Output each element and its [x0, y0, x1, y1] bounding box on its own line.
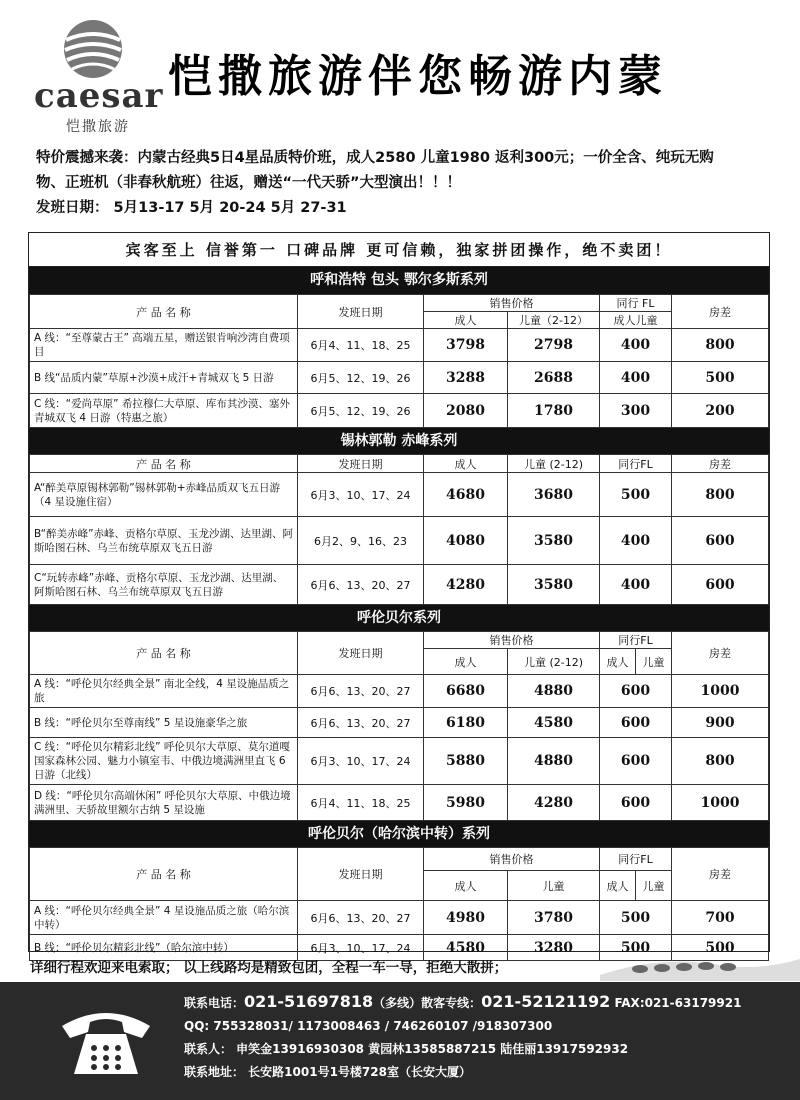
header-peer-child: 儿童: [636, 871, 672, 901]
product-name: A 线：“至尊蒙古王” 高端五星，赠送银肯响沙湾自费项目: [30, 329, 298, 362]
header-product: 产 品 名 称: [30, 295, 298, 329]
header-adult: 成人: [424, 649, 508, 675]
header-peer-child: 儿童: [636, 649, 672, 675]
child-price: 3680: [508, 473, 600, 517]
header-product: 产 品 名 称: [30, 848, 298, 901]
contact-people: 联系人： 申笑金13916930308 黄园林13585887215 陆佳丽13917592932: [184, 1042, 629, 1056]
price-table: [29, 631, 769, 821]
header-child: 儿童 (2-12): [508, 649, 600, 675]
contact-footer: [0, 982, 800, 1100]
peer-fl: 500: [600, 901, 672, 935]
header-room: 房差: [672, 295, 769, 329]
depart-date: 6月6、13、20、27: [298, 565, 424, 605]
child-price: 3580: [508, 517, 600, 565]
price-board: [28, 232, 770, 956]
caesar-logo: [26, 18, 164, 135]
section-title: 呼伦贝尔（哈尔滨中转）系列: [29, 821, 769, 847]
header-date: 发班日期: [298, 295, 424, 329]
globe-icon: [62, 18, 124, 80]
sanke-phone: 021-52121192: [481, 992, 611, 1011]
header-adult: 成人: [424, 871, 508, 901]
adult-price: 3798: [424, 329, 508, 362]
header-product: 产 品 名 称: [30, 455, 298, 473]
depart-date: 6月5、12、19、26: [298, 394, 424, 428]
child-price: 2688: [508, 362, 600, 394]
header-child: 儿童 (2-12): [508, 455, 600, 473]
section-title: 呼伦贝尔系列: [29, 605, 769, 631]
header-peer: 同行 FL: [600, 295, 672, 312]
peer-fl: 600: [600, 785, 672, 821]
depart-date: 6月3、10、17、24: [298, 935, 424, 961]
price-table: [29, 294, 769, 428]
table-row: [30, 708, 769, 738]
peer-fl: 600: [600, 738, 672, 785]
product-name: C“玩转赤峰”赤峰、贡格尔草原、玉龙沙湖、达里湖、阿斯哈图石林、乌兰布统草原双飞五日游: [30, 565, 298, 605]
adult-price: 5880: [424, 738, 508, 785]
child-price: 3580: [508, 565, 600, 605]
table-row: [30, 785, 769, 821]
room-diff: 200: [672, 394, 769, 428]
peer-fl: 400: [600, 362, 672, 394]
adult-price: 4280: [424, 565, 508, 605]
peer-fl: 500: [600, 473, 672, 517]
table-row: [30, 675, 769, 708]
fax: FAX:021-63179921: [614, 996, 742, 1010]
product-name: B 线：“呼伦贝尔精彩北线”（哈尔滨中转）: [30, 935, 298, 961]
room-diff: 800: [672, 473, 769, 517]
peer-fl: 600: [600, 708, 672, 738]
product-name: A 线：“呼伦贝尔经典全景” 南北全线，4 星设施品质之旅: [30, 675, 298, 708]
depart-date: 6月4、11、18、25: [298, 785, 424, 821]
peer-fl: 300: [600, 394, 672, 428]
header-peer-adult: 成人: [600, 871, 636, 901]
header-adult-child: 成人儿童: [600, 312, 672, 329]
room-diff: 900: [672, 708, 769, 738]
header-adult: 成人: [424, 455, 508, 473]
contact-address: 联系地址： 长安路1001号1号楼728室（长安大厦）: [184, 1065, 471, 1079]
qq-line: QQ: 755328031/ 1173008463 / 746260107 /918307300: [184, 1019, 553, 1033]
table-row: [30, 517, 769, 565]
adult-price: 4980: [424, 901, 508, 935]
product-name: B 线“品质内蒙”草原+沙漠+成汗+青城双飞 5 日游: [30, 362, 298, 394]
camel-caravan-illustration: [600, 935, 800, 981]
brand-name-en: caesar: [34, 76, 164, 116]
room-diff: 600: [672, 517, 769, 565]
header: [0, 0, 800, 140]
room-diff: 1000: [672, 785, 769, 821]
promo-dates: 发班日期： 5月13-17 5月 20-24 5月 27-31: [36, 200, 347, 216]
room-diff: 1000: [672, 675, 769, 708]
table-row: [30, 362, 769, 394]
depart-date: 6月4、11、18、25: [298, 329, 424, 362]
room-diff: 800: [672, 329, 769, 362]
product-name: A 线：“呼伦贝尔经典全景” 4 星设施品质之旅（哈尔滨中转）: [30, 901, 298, 935]
slogan: 宾客至上 信誉第一 口碑品牌 更可信赖，独家拼团操作，绝不卖团！: [29, 233, 769, 267]
child-price: 4580: [508, 708, 600, 738]
telephone-icon: [56, 1004, 156, 1082]
header-price: 销售价格: [424, 848, 600, 871]
header-product: 产 品 名 称: [30, 632, 298, 675]
adult-price: 4680: [424, 473, 508, 517]
room-diff: 500: [672, 362, 769, 394]
header-peer: 同行FL: [600, 848, 672, 871]
product-name: B“醉美赤峰”赤峰、贡格尔草原、玉龙沙湖、达里湖、阿斯哈图石林、乌兰布统草原双飞五日游: [30, 517, 298, 565]
section-title: 锡林郭勒 赤峰系列: [29, 428, 769, 454]
peer-fl: 400: [600, 329, 672, 362]
phone-line: [184, 990, 741, 1015]
promo-line: 物、正班机（非春秋航班）往返，赠送“一代天骄”大型演出！！！: [36, 175, 462, 191]
depart-date: 6月6、13、20、27: [298, 675, 424, 708]
depart-date: 6月2、9、16、23: [298, 517, 424, 565]
header-peer-adult: 成人: [600, 649, 636, 675]
contact-info: [184, 990, 741, 1084]
child-price: 4880: [508, 675, 600, 708]
header-room: 房差: [672, 632, 769, 675]
depart-date: 6月5、12、19、26: [298, 362, 424, 394]
product-name: B 线：“呼伦贝尔至尊南线” 5 星设施豪华之旅: [30, 708, 298, 738]
depart-date: 6月3、10、17、24: [298, 738, 424, 785]
phone-label: 联系电话：: [184, 996, 245, 1010]
adult-price: 2080: [424, 394, 508, 428]
section-title: 呼和浩特 包头 鄂尔多斯系列: [29, 267, 769, 294]
peer-fl: 400: [600, 565, 672, 605]
header-child: 儿童（2-12）: [508, 312, 600, 329]
brand-name-cn: 恺撒旅游: [66, 119, 130, 135]
table-row: [30, 394, 769, 428]
depart-date: 6月3、10、17、24: [298, 473, 424, 517]
product-name: D 线：“呼伦贝尔高端休闲” 呼伦贝尔大草原、中俄边境满洲里、天骄故里额尔古纳 5 星设施: [30, 785, 298, 821]
header-date: 发班日期: [298, 455, 424, 473]
adult-price: 5980: [424, 785, 508, 821]
product-name: A“醉美草原锡林郭勒”锡林郭勒+赤峰品质双飞五日游（4 星设施住宿）: [30, 473, 298, 517]
child-price: 1780: [508, 394, 600, 428]
adult-price: 4080: [424, 517, 508, 565]
depart-date: 6月6、13、20、27: [298, 901, 424, 935]
itinerary-note: 详细行程欢迎来电索取； 以上线路均是精致包团，全程一车一导，拒绝大散拼；: [30, 960, 508, 976]
header-peer: 同行FL: [600, 455, 672, 473]
header-child: 儿童: [508, 871, 600, 901]
adult-price: 4580: [424, 935, 508, 961]
table-row: [30, 329, 769, 362]
table-row: [30, 473, 769, 517]
room-diff: 800: [672, 738, 769, 785]
product-name: C 线：“爱尚草原” 希拉穆仁大草原、库布其沙漠、塞外青城双飞 4 日游（特惠之旅）: [30, 394, 298, 428]
adult-price: 6680: [424, 675, 508, 708]
depart-date: 6月6、13、20、27: [298, 708, 424, 738]
child-price: 3780: [508, 901, 600, 935]
table-row: [30, 738, 769, 785]
peer-fl: 500: [600, 935, 672, 961]
sanke-label: 散客专线：: [421, 996, 482, 1010]
page-title: 恺撒旅游伴您畅游内蒙: [168, 51, 668, 102]
child-price: 4880: [508, 738, 600, 785]
header-date: 发班日期: [298, 632, 424, 675]
price-table: [29, 454, 769, 605]
phone-number: 021-51697818: [244, 992, 374, 1011]
adult-price: 3288: [424, 362, 508, 394]
promo-text: [36, 146, 776, 221]
table-row: [30, 901, 769, 935]
child-price: 3280: [508, 935, 600, 961]
child-price: 2798: [508, 329, 600, 362]
header-price: 销售价格: [424, 632, 600, 649]
phone-lines: （多线）: [373, 996, 422, 1010]
room-diff: 600: [672, 565, 769, 605]
header-price: 销售价格: [424, 295, 600, 312]
adult-price: 6180: [424, 708, 508, 738]
header-room: 房差: [672, 848, 769, 901]
header-peer: 同行FL: [600, 632, 672, 649]
table-row: [30, 565, 769, 605]
room-diff: 700: [672, 901, 769, 935]
product-name: C 线：“呼伦贝尔精彩北线” 呼伦贝尔大草原、莫尔道嘎国家森林公园、魅力小镇室韦、中俄边境满洲里直飞 6 日游（北线）: [30, 738, 298, 785]
header-room: 房差: [672, 455, 769, 473]
header-adult: 成人: [424, 312, 508, 329]
child-price: 4280: [508, 785, 600, 821]
peer-fl: 600: [600, 675, 672, 708]
promo-line: 特价震撼来袭：内蒙古经典5日4星品质特价班，成人2580 儿童1980 返利300元；一价全含、纯玩无购: [36, 150, 714, 166]
header-date: 发班日期: [298, 848, 424, 901]
room-diff: 500: [672, 935, 769, 961]
peer-fl: 400: [600, 517, 672, 565]
